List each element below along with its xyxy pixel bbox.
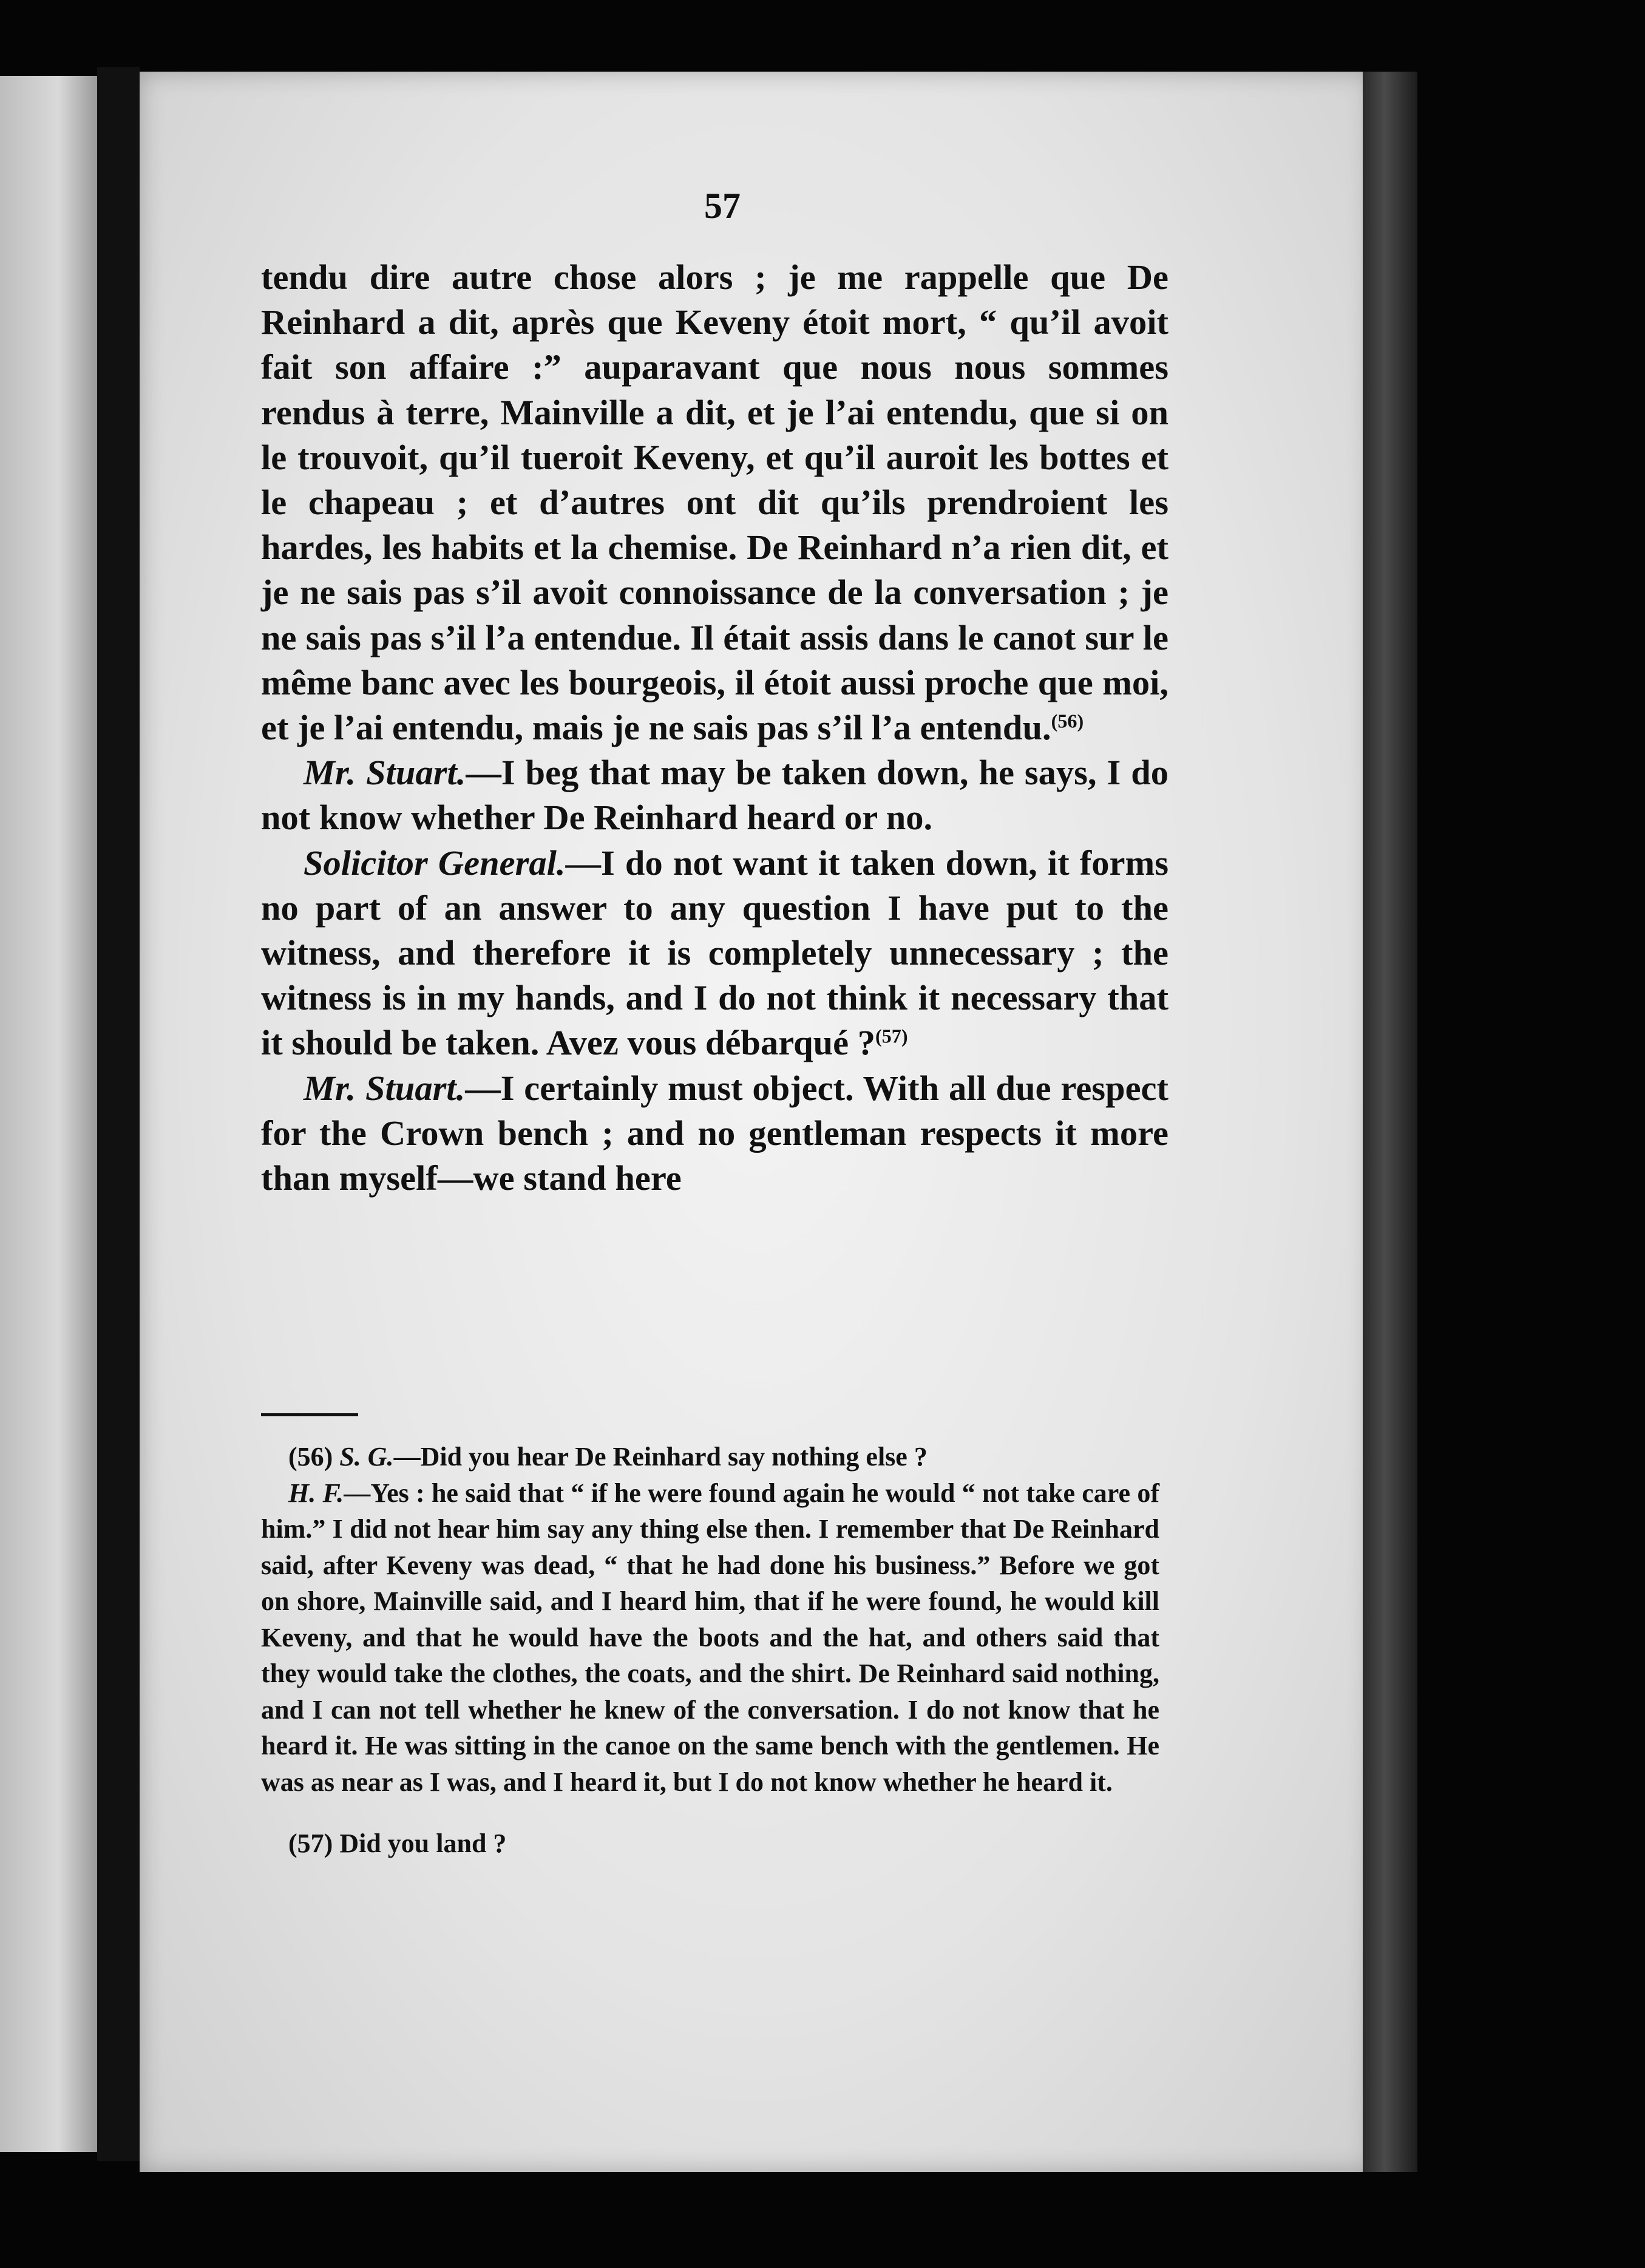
footnote-separator [261,1413,358,1416]
main-text [261,255,1168,1201]
footnote-56-answer [261,1475,1159,1801]
footnote-reference: (57) [875,1025,908,1048]
paragraph-stuart-1 [261,750,1168,840]
paragraph-text: —I beg that may be taken down, he says, I do not know whether De Reinhard heard or no. [261,753,1168,838]
footnote-text: —Did you hear De Reinhard say nothing else ? [393,1442,928,1472]
page-number: 57 [704,186,741,226]
footnote-mark: (57) [288,1828,333,1858]
paragraph-text: —I do not want it taken down, it forms no part of an answer to any question I have put to the witness, and therefore it is completely unnecessary ; the witness is in my hands, and I do not think it necessary that it should be taken. Avez vous débarqué ? [261,843,1168,1063]
paragraph-solicitor-general [261,841,1168,1066]
paragraph-text: tendu dire autre chose alors ; je me rappelle que De Reinhard a dit, après que Keveny étoit mort, “ qu’il avoit fait son affaire :” auparavant que nous nous sommes rendus à terre, Mainville a dit, et je l’ai entendu, que si on le trouvoit, qu’il tueroit Keveny, et qu’il auroit les bottes et le chapeau ; et d’autres ont dit qu’ils prendroient les hardes, les habits et la chemise. De Reinhard n’a rien dit, et je ne sais pas s’il avoit connoissance de la conversation ; je ne sais pas s’il l’a entendue. Il était assis dans le canot sur le même banc avec les bourgeois, il étoit aussi proche que moi, et je l’ai entendu, mais je ne sais pas s’il l’a entendu. [261,257,1168,748]
footnote-56-question [261,1439,1159,1475]
book-gutter [97,67,140,2161]
footnote-57 [261,1825,1159,1862]
paragraph-french-testimony [261,255,1168,750]
facing-page-edge [0,76,97,2152]
footnote-reference: (56) [1051,710,1084,732]
speaker-name: Mr. Stuart. [304,753,466,793]
footnote-text: —Yes : he said that “ if he were found again he would “ not take care of him.” I did not hear him say any thing else then. I remember that De Reinhard said, after Keveny was dead, “ that he had done his business.” Before we got on shore, Mainville said, and I heard him, that if he were found, he would kill Keveny, and that he would have the boots and the hat, and others said that they would take the clothes, the coats, and the shirt. De Reinhard said nothing, and I can not tell whether he knew of the conversation. I do not know that he heard it. He was sitting in the canoe on the same bench with the gentlemen. He was as near as I was, and I heard it, but I do not know whether he heard it. [261,1478,1159,1797]
footnotes [261,1439,1159,1862]
speaker-label: H. F. [288,1478,344,1508]
paragraph-stuart-2 [261,1066,1168,1201]
page-fore-edge [1363,72,1417,2172]
speaker-name: Solicitor General. [304,843,566,883]
paragraph-text: —I certainly must object. With all due respect for the Crown bench ; and no gentleman respects it more than myself—we stand here [261,1068,1168,1198]
speaker-label: S. G. [339,1442,394,1472]
footnote-text: Did you land ? [339,1828,507,1858]
speaker-name: Mr. Stuart. [304,1068,466,1108]
footnote-mark: (56) [288,1442,333,1472]
